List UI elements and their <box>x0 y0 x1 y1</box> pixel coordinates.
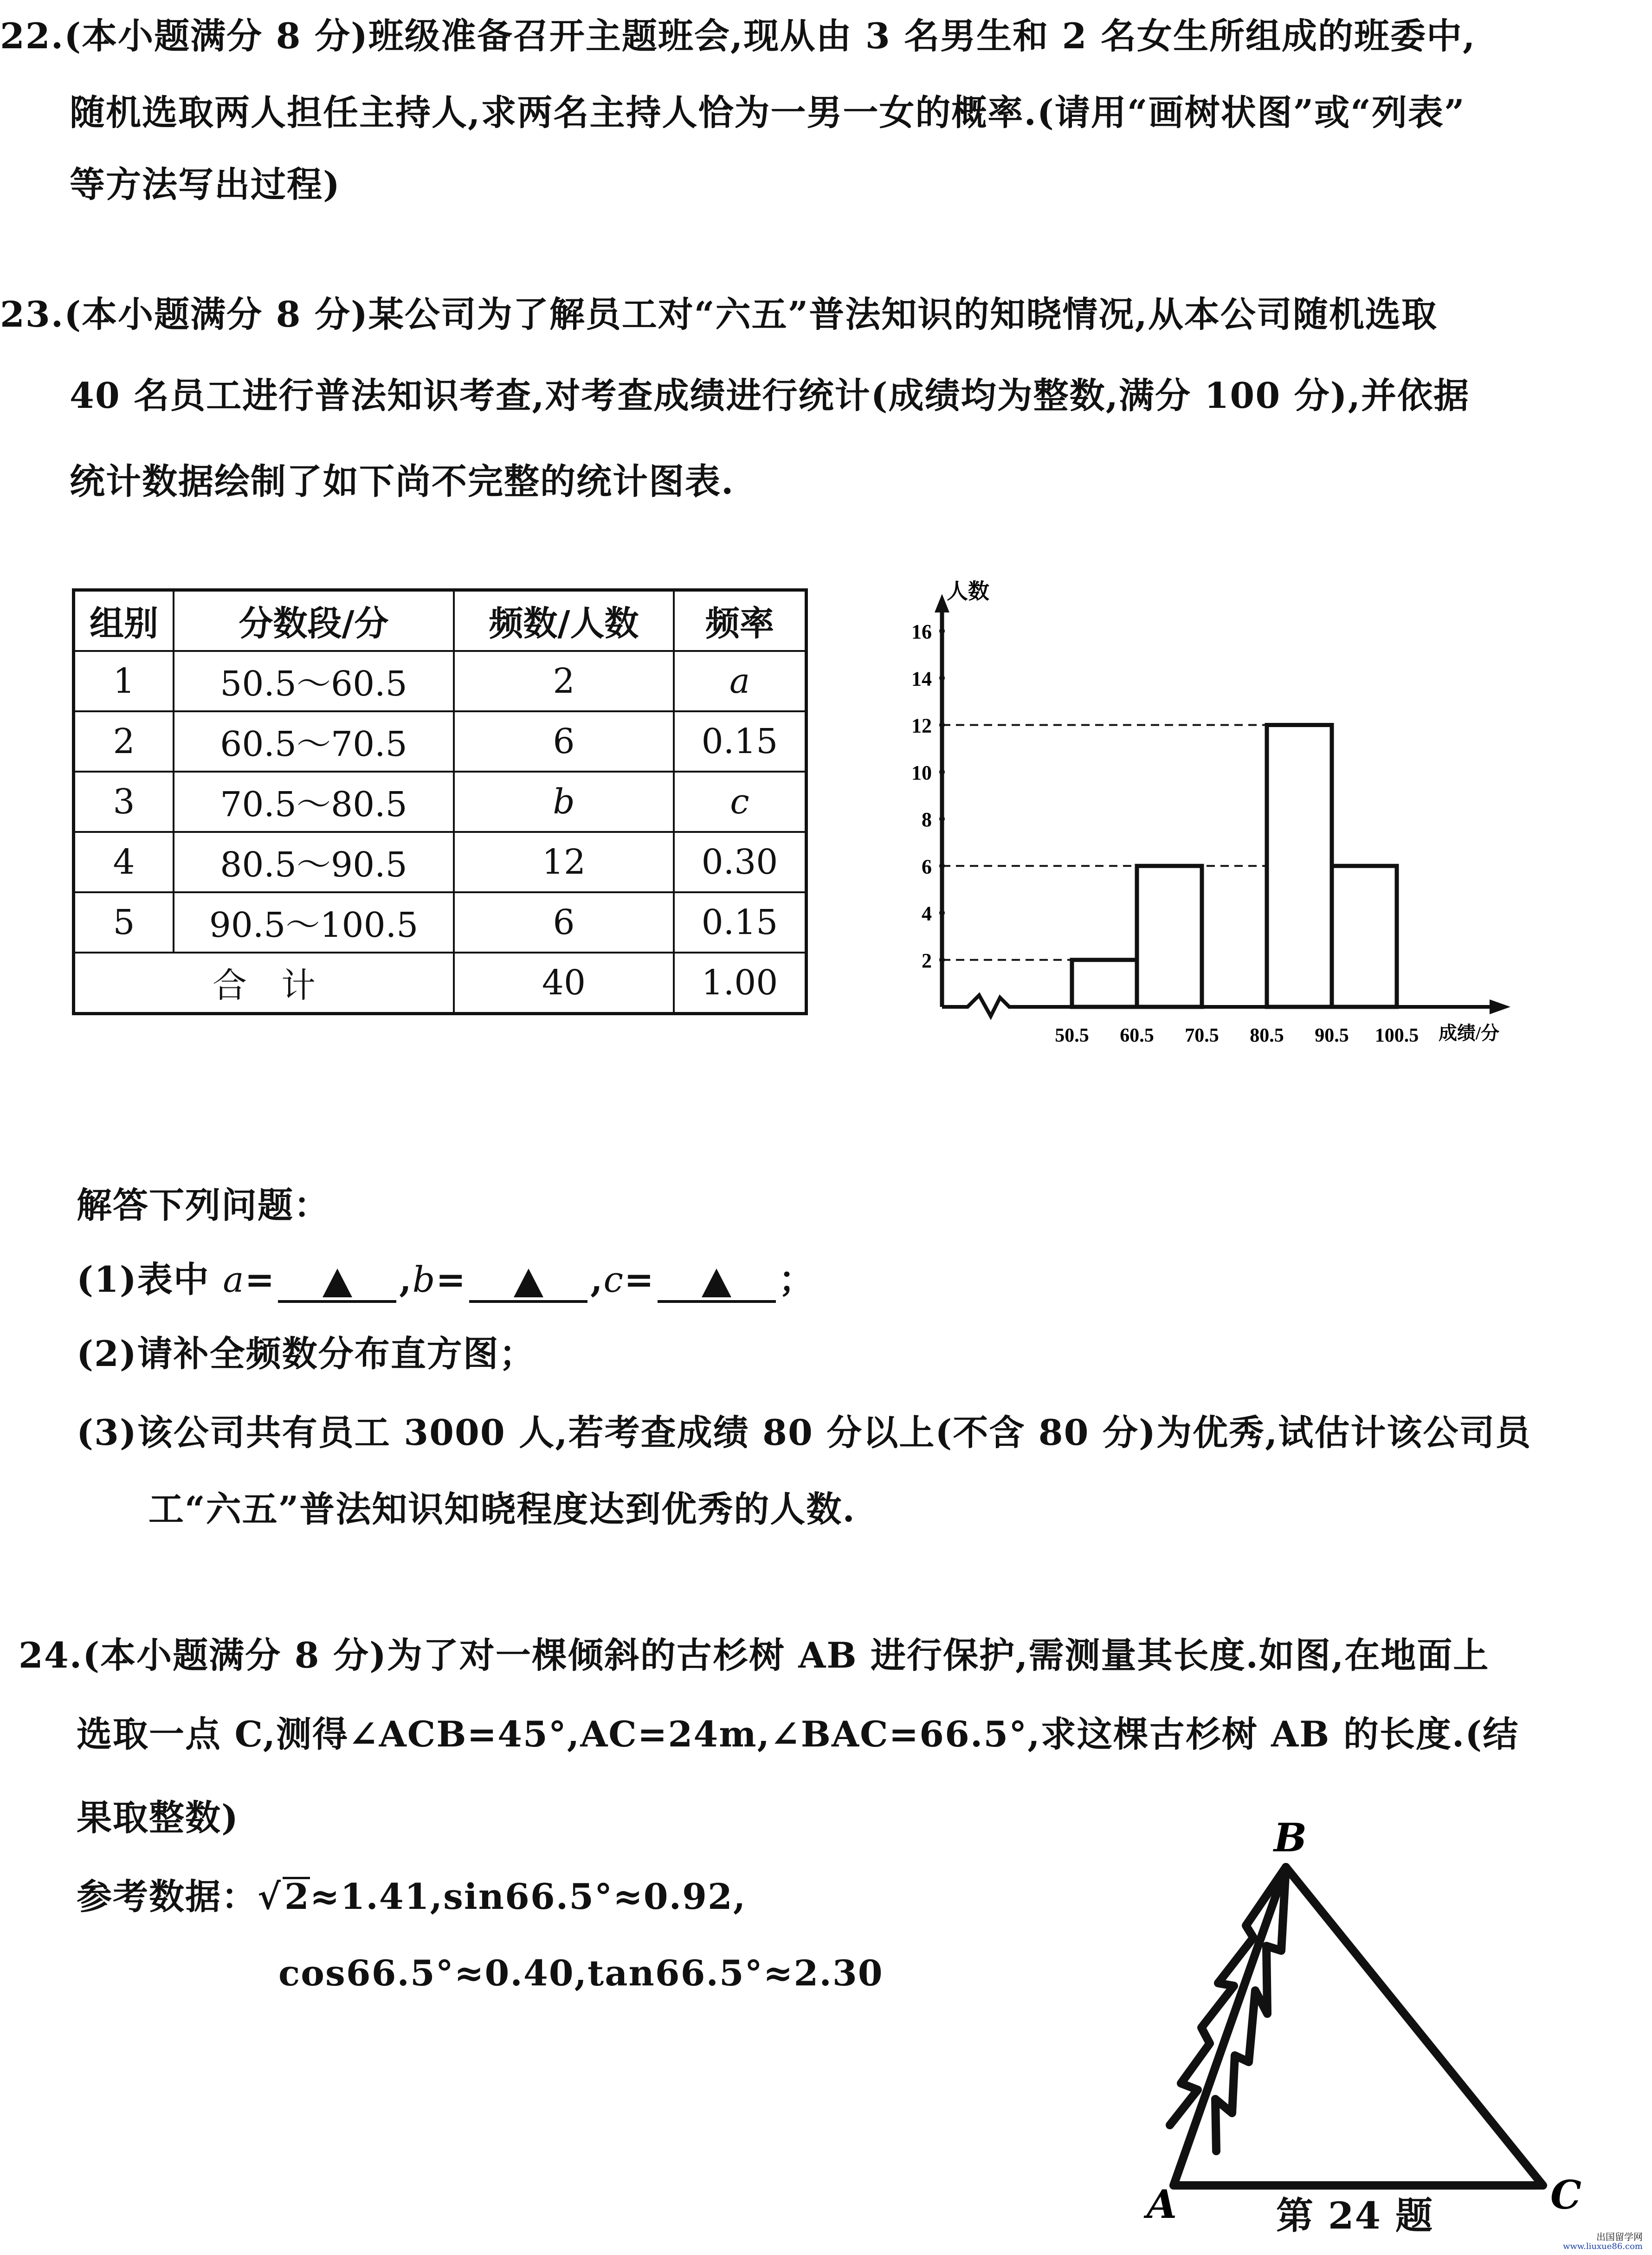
q23-line-1: 23.(本小题满分 8 分)某公司为了解员工对“六五”普法知识的知晓情况,从本公司随机选取 <box>0 294 1438 335</box>
q24-line-1: 24.(本小题满分 8 分)为了对一棵倾斜的古杉树 AB 进行保护,需测量其长度.如图,在地面上 <box>19 1635 1490 1676</box>
x-tick-label: 60.5 <box>1120 1025 1154 1046</box>
sqrt-radicand: 2 <box>283 1877 310 1914</box>
table-row <box>74 711 807 772</box>
vertex-label-a: A <box>1147 2181 1177 2227</box>
y-axis-label: 人数 <box>947 580 989 603</box>
cell-group: 5 <box>74 892 174 953</box>
x-axis <box>942 995 1490 1016</box>
cell-group: 3 <box>74 772 174 832</box>
y-tick-label: 6 <box>922 855 932 878</box>
cell-count: 12 <box>454 832 674 892</box>
vertex-label-b: B <box>1274 1815 1307 1861</box>
reference-data-line-1 <box>77 1876 747 1917</box>
vertex-label-c: C <box>1550 2172 1581 2218</box>
y-tick-mark <box>939 628 945 634</box>
eq-sign: = <box>436 1259 467 1300</box>
cell-count: 6 <box>454 892 674 953</box>
y-tick-label: 8 <box>922 808 932 831</box>
reference-label: 参考数据： <box>77 1876 258 1917</box>
part1-end: ； <box>778 1259 815 1300</box>
y-tick-mark <box>939 910 945 916</box>
table-row <box>74 832 807 892</box>
cell-group: 4 <box>74 832 174 892</box>
y-tick-label: 2 <box>922 949 932 972</box>
part3-line-1: (3)该公司共有员工 3000 人,若考查成绩 80 分以上(不含 80 分)为优秀,试估计该公司员 <box>77 1412 1532 1453</box>
eq-sign: = <box>624 1259 655 1300</box>
figure-caption: 第 24 题 <box>1276 2194 1434 2237</box>
histogram-bar <box>1267 725 1332 1007</box>
cell-range: 90.5～100.5 <box>174 892 454 953</box>
table-row <box>74 892 807 953</box>
tree-right-outline-icon <box>1215 1867 1286 2151</box>
q23-line-3: 统计数据绘制了如下尚不完整的统计图表. <box>70 461 735 502</box>
watermark-name: 出国留学网 <box>1596 2231 1643 2243</box>
q24-line-2: 选取一点 C,测得∠ACB=45°,AC=24m,∠BAC=66.5°,求这棵古杉树 AB 的长度.(结 <box>77 1714 1519 1755</box>
x-axis-arrow-icon <box>1490 999 1510 1014</box>
x-tick-label: 80.5 <box>1250 1025 1284 1046</box>
frequency-table <box>72 588 808 1015</box>
q22-line-3: 等方法写出过程) <box>70 164 341 205</box>
watermark-url: www.liuxue86.com <box>1563 2242 1643 2252</box>
part3-line-2: 工“六五”普法知识知晓程度达到优秀的人数. <box>148 1488 856 1530</box>
cell-range: 70.5～80.5 <box>174 772 454 832</box>
header-score-range: 分数段/分 <box>174 590 454 651</box>
part2-line: (2)请补全频数分布直方图； <box>77 1333 536 1374</box>
x-tick-label: 100.5 <box>1375 1025 1419 1046</box>
y-tick-mark <box>939 769 945 775</box>
histogram-bar <box>1072 960 1137 1007</box>
watermark <box>1563 2232 1643 2251</box>
y-tick-mark <box>939 816 945 822</box>
triangle-marker-icon <box>702 1269 731 1297</box>
y-tick-label: 4 <box>922 902 932 925</box>
triangle-marker-icon <box>514 1269 543 1297</box>
x-axis-label: 成绩/分 <box>1439 1023 1500 1044</box>
answer-blank-c[interactable] <box>658 1268 776 1303</box>
cell-count: b <box>454 772 674 832</box>
cell-count: 2 <box>454 651 674 711</box>
cell-freq: 0.15 <box>674 892 807 953</box>
y-tick-label: 12 <box>911 714 932 737</box>
cell-count: 6 <box>454 711 674 772</box>
frequency-histogram <box>905 571 1555 1063</box>
y-tick-mark <box>939 675 945 681</box>
cell-freq: a <box>674 651 807 711</box>
cell-range: 80.5～90.5 <box>174 832 454 892</box>
cell-freq: 0.30 <box>674 832 807 892</box>
x-tick-label: 50.5 <box>1055 1025 1089 1046</box>
triangle-marker-icon <box>323 1269 352 1297</box>
cell-freq: 0.15 <box>674 711 807 772</box>
histogram-bar <box>1137 866 1202 1007</box>
triangle-outline <box>1174 1867 1543 2185</box>
solve-heading: 解答下列问题： <box>77 1185 330 1226</box>
q22-line-1: 22.(本小题满分 8 分)班级准备召开主题班会,现从由 3 名男生和 2 名女生所组成的班委中, <box>0 15 1476 57</box>
var-c: c <box>603 1259 625 1300</box>
table-total-row <box>74 953 807 1014</box>
y-tick-label: 10 <box>911 761 932 784</box>
cell-freq: c <box>674 772 807 832</box>
var-b: b <box>412 1259 436 1300</box>
header-group: 组别 <box>74 590 174 651</box>
x-tick-label: 90.5 <box>1315 1025 1349 1046</box>
cell-group: 1 <box>74 651 174 711</box>
total-count: 40 <box>454 953 674 1014</box>
header-count: 频数/人数 <box>454 590 674 651</box>
var-a: a <box>223 1259 245 1300</box>
histogram-bar <box>1332 866 1397 1007</box>
y-tick-label: 14 <box>911 667 932 690</box>
cell-range: 60.5～70.5 <box>174 711 454 772</box>
total-freq: 1.00 <box>674 953 807 1014</box>
total-label: 合 计 <box>74 953 454 1014</box>
answer-blank-b[interactable] <box>469 1268 587 1303</box>
y-tick-label: 16 <box>911 620 932 643</box>
sqrt-icon: √ <box>258 1876 282 1917</box>
q23-line-2: 40 名员工进行普法知识考查,对考查成绩进行统计(成绩均为整数,满分 100 分),并依据 <box>70 375 1470 416</box>
q24-line-3: 果取整数) <box>77 1797 239 1838</box>
table-row <box>74 651 807 711</box>
table-header-row <box>74 590 807 651</box>
reference-values-1: ≈1.41,sin66.5°≈0.92, <box>310 1876 747 1917</box>
eq-sign: = <box>245 1259 276 1300</box>
part1-prefix: (1)表中 <box>77 1259 223 1300</box>
cell-range: 50.5～60.5 <box>174 651 454 711</box>
answer-blank-a[interactable] <box>278 1268 396 1303</box>
table-row <box>74 772 807 832</box>
x-tick-label: 70.5 <box>1185 1025 1219 1046</box>
header-frequency: 频率 <box>674 590 807 651</box>
reference-data-line-2: cos66.5°≈0.40,tan66.5°≈2.30 <box>278 1952 884 1994</box>
part1-line <box>77 1259 815 1300</box>
separator: , <box>590 1259 604 1300</box>
cell-group: 2 <box>74 711 174 772</box>
q22-line-2: 随机选取两人担任主持人,求两名主持人恰为一男一女的概率.(请用“画树状图”或“列表” <box>70 92 1465 133</box>
separator: , <box>399 1259 413 1300</box>
